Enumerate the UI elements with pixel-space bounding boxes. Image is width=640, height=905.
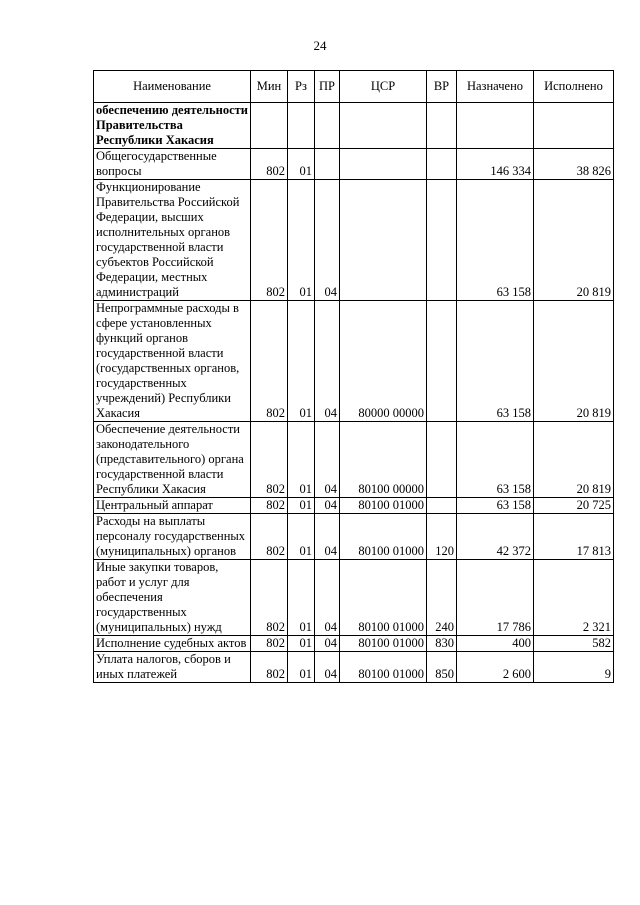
cell-rz bbox=[288, 103, 315, 149]
cell-min: 802 bbox=[251, 652, 288, 683]
cell-vr bbox=[427, 301, 457, 422]
table-row bbox=[94, 180, 614, 301]
cell-pr: 04 bbox=[315, 652, 340, 683]
header-naznacheno: Назначено bbox=[457, 71, 534, 103]
cell-csr bbox=[340, 149, 427, 180]
cell-rz: 01 bbox=[288, 514, 315, 560]
cell-min: 802 bbox=[251, 498, 288, 514]
table-row bbox=[94, 514, 614, 560]
cell-ispolneno: 582 bbox=[534, 636, 614, 652]
cell-naznacheno bbox=[457, 103, 534, 149]
header-pr: ПР bbox=[315, 71, 340, 103]
cell-naznacheno: 63 158 bbox=[457, 180, 534, 301]
cell-vr: 120 bbox=[427, 514, 457, 560]
cell-csr: 80100 01000 bbox=[340, 636, 427, 652]
cell-vr: 830 bbox=[427, 636, 457, 652]
table-row bbox=[94, 149, 614, 180]
cell-min: 802 bbox=[251, 149, 288, 180]
cell-name: Расходы на выплаты персоналу государственных (муниципальных) органов bbox=[94, 514, 251, 560]
cell-rz: 01 bbox=[288, 422, 315, 498]
cell-rz: 01 bbox=[288, 180, 315, 301]
cell-name: Исполнение судебных актов bbox=[94, 636, 251, 652]
cell-rz: 01 bbox=[288, 301, 315, 422]
cell-name: Обеспечение деятельности законодательного (представительного) органа государственной власти Республики Хакасия bbox=[94, 422, 251, 498]
cell-naznacheno: 146 334 bbox=[457, 149, 534, 180]
cell-ispolneno: 20 819 bbox=[534, 422, 614, 498]
cell-name: Уплата налогов, сборов и иных платежей bbox=[94, 652, 251, 683]
table-row bbox=[94, 422, 614, 498]
cell-min: 802 bbox=[251, 560, 288, 636]
cell-ispolneno: 38 826 bbox=[534, 149, 614, 180]
table-header-row bbox=[94, 71, 614, 103]
cell-naznacheno: 63 158 bbox=[457, 422, 534, 498]
cell-rz: 01 bbox=[288, 149, 315, 180]
cell-pr: 04 bbox=[315, 301, 340, 422]
cell-csr bbox=[340, 180, 427, 301]
cell-vr bbox=[427, 422, 457, 498]
cell-ispolneno: 9 bbox=[534, 652, 614, 683]
cell-csr: 80100 01000 bbox=[340, 514, 427, 560]
cell-vr: 240 bbox=[427, 560, 457, 636]
cell-ispolneno: 17 813 bbox=[534, 514, 614, 560]
cell-rz: 01 bbox=[288, 636, 315, 652]
cell-naznacheno: 400 bbox=[457, 636, 534, 652]
table-row bbox=[94, 103, 614, 149]
cell-pr: 04 bbox=[315, 422, 340, 498]
header-ispolneno: Исполнено bbox=[534, 71, 614, 103]
cell-csr: 80000 00000 bbox=[340, 301, 427, 422]
cell-ispolneno: 20 819 bbox=[534, 301, 614, 422]
page-number: 24 bbox=[313, 38, 327, 53]
cell-pr: 04 bbox=[315, 514, 340, 560]
budget-table bbox=[93, 70, 614, 683]
cell-vr bbox=[427, 180, 457, 301]
cell-naznacheno: 63 158 bbox=[457, 301, 534, 422]
cell-csr: 80100 01000 bbox=[340, 652, 427, 683]
header-rz: Рз bbox=[288, 71, 315, 103]
cell-rz: 01 bbox=[288, 652, 315, 683]
cell-pr bbox=[315, 149, 340, 180]
cell-min: 802 bbox=[251, 301, 288, 422]
cell-name: Общегосударственные вопросы bbox=[94, 149, 251, 180]
cell-ispolneno: 20 819 bbox=[534, 180, 614, 301]
table-row bbox=[94, 652, 614, 683]
cell-vr bbox=[427, 498, 457, 514]
cell-pr bbox=[315, 103, 340, 149]
cell-pr: 04 bbox=[315, 498, 340, 514]
cell-ispolneno: 2 321 bbox=[534, 560, 614, 636]
cell-pr: 04 bbox=[315, 636, 340, 652]
cell-ispolneno: 20 725 bbox=[534, 498, 614, 514]
cell-vr bbox=[427, 103, 457, 149]
cell-min: 802 bbox=[251, 422, 288, 498]
table-row bbox=[94, 498, 614, 514]
header-name: Наименование bbox=[94, 71, 251, 103]
header-min: Мин bbox=[251, 71, 288, 103]
cell-naznacheno: 42 372 bbox=[457, 514, 534, 560]
header-csr: ЦСР bbox=[340, 71, 427, 103]
cell-pr: 04 bbox=[315, 180, 340, 301]
cell-name: Непрограммные расходы в сфере установленных функций органов государственной власти (государственных органов, государственных учреждений) Республики Хакасия bbox=[94, 301, 251, 422]
cell-name: Центральный аппарат bbox=[94, 498, 251, 514]
cell-csr: 80100 01000 bbox=[340, 498, 427, 514]
cell-rz: 01 bbox=[288, 560, 315, 636]
cell-name: Функционирование Правительства Российской Федерации, высших исполнительных органов государственной власти субъектов Российской Федерации, местных администраций bbox=[94, 180, 251, 301]
cell-pr: 04 bbox=[315, 560, 340, 636]
cell-ispolneno bbox=[534, 103, 614, 149]
cell-name: обеспечению деятельности Правительства Республики Хакасия bbox=[94, 103, 251, 149]
cell-rz: 01 bbox=[288, 498, 315, 514]
cell-naznacheno: 2 600 bbox=[457, 652, 534, 683]
cell-csr bbox=[340, 103, 427, 149]
cell-naznacheno: 63 158 bbox=[457, 498, 534, 514]
cell-csr: 80100 00000 bbox=[340, 422, 427, 498]
cell-name: Иные закупки товаров, работ и услуг для обеспечения государственных (муниципальных) нужд bbox=[94, 560, 251, 636]
cell-min: 802 bbox=[251, 636, 288, 652]
cell-min bbox=[251, 103, 288, 149]
cell-vr: 850 bbox=[427, 652, 457, 683]
table-row bbox=[94, 301, 614, 422]
table-row bbox=[94, 636, 614, 652]
table-row bbox=[94, 560, 614, 636]
cell-naznacheno: 17 786 bbox=[457, 560, 534, 636]
header-vr: ВР bbox=[427, 71, 457, 103]
cell-min: 802 bbox=[251, 514, 288, 560]
cell-vr bbox=[427, 149, 457, 180]
cell-csr: 80100 01000 bbox=[340, 560, 427, 636]
cell-min: 802 bbox=[251, 180, 288, 301]
